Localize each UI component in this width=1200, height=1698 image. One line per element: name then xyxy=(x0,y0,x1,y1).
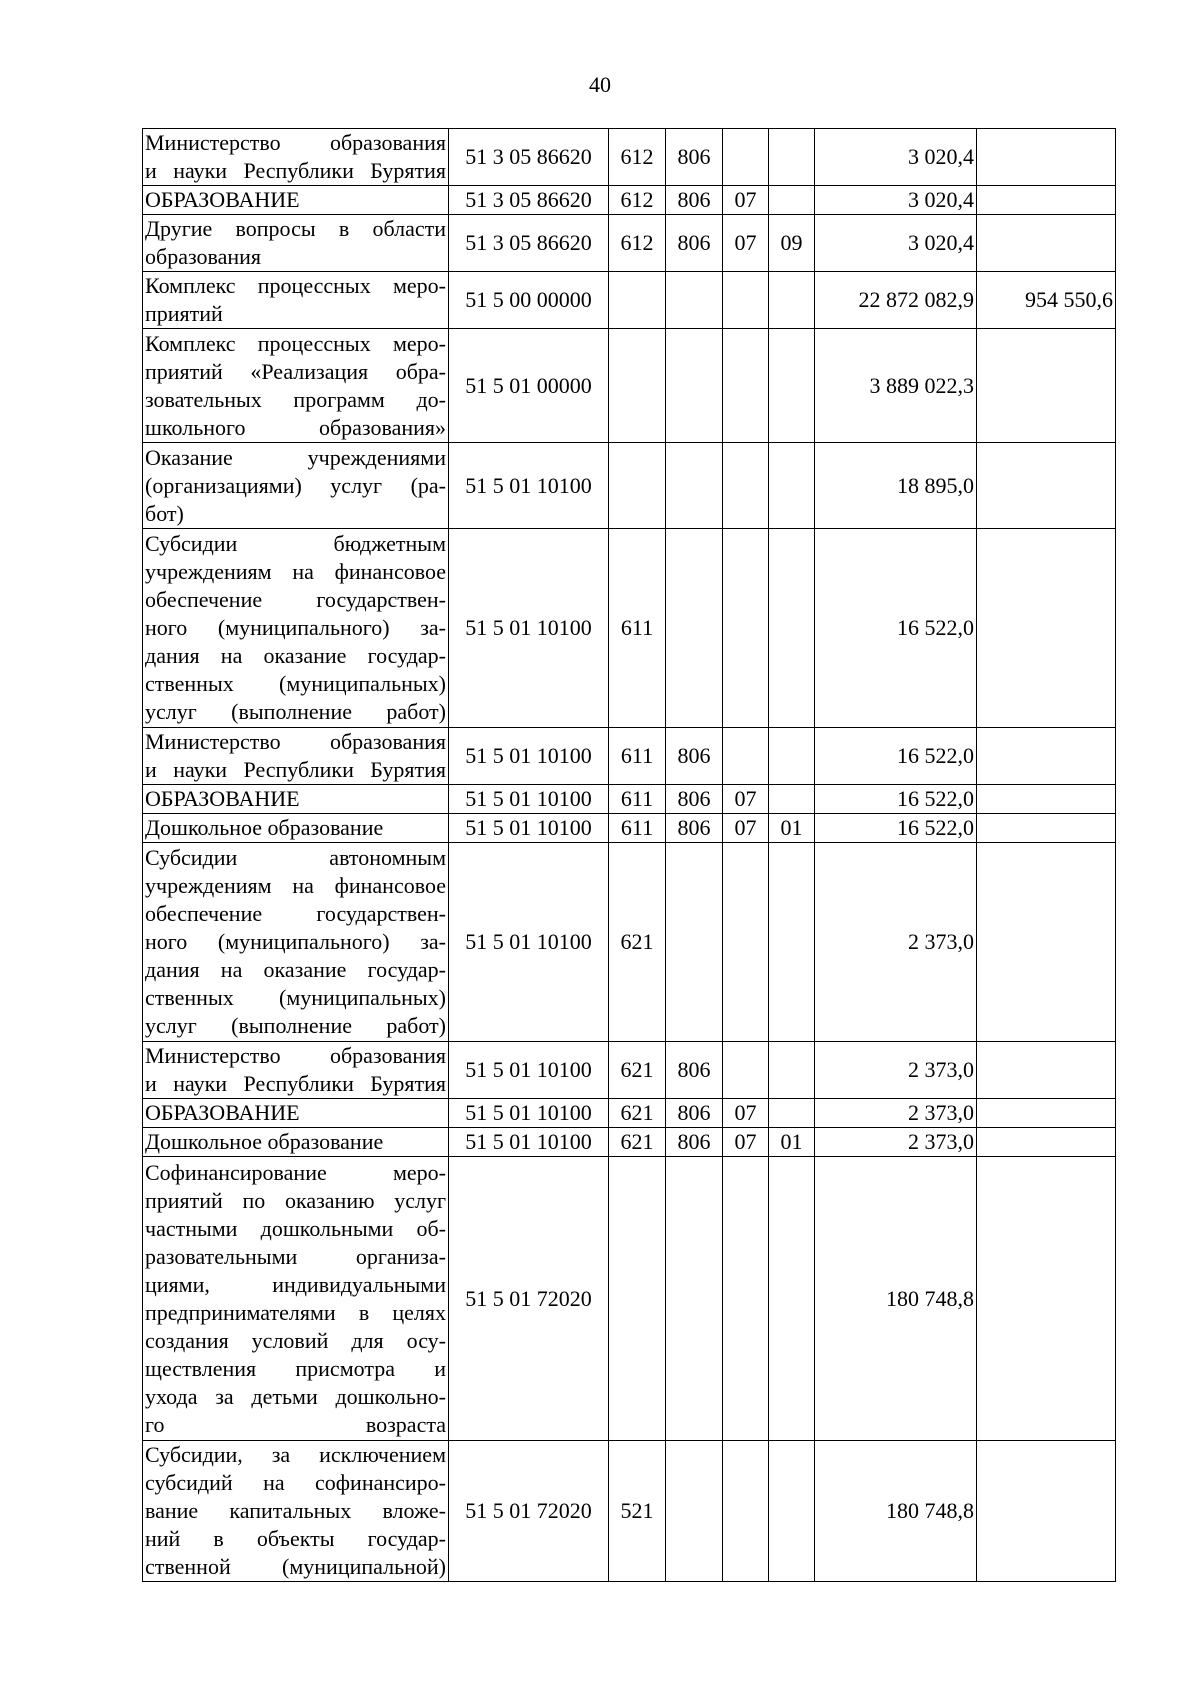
item-name-line: Субсидии, за исключением xyxy=(145,1442,446,1467)
target-article-code-cell: 51 5 01 00000 xyxy=(449,329,609,443)
table-row xyxy=(143,1042,1116,1099)
section-cell xyxy=(723,1042,769,1099)
amount-cell: 16 522,0 xyxy=(815,728,977,785)
item-name-line: ний в объекты государ- xyxy=(145,1526,446,1551)
section-cell xyxy=(723,529,769,728)
expense-type-cell: 621 xyxy=(609,1099,666,1128)
item-name-cell xyxy=(143,1128,449,1157)
item-name-line: образования xyxy=(145,244,262,269)
item-name-line: ОБРАЗОВАНИЕ xyxy=(145,187,300,212)
ministry-code-cell xyxy=(666,443,723,529)
target-article-code-cell: 51 5 01 72020 xyxy=(449,1157,609,1441)
section-cell: 07 xyxy=(723,785,769,814)
item-name-cell xyxy=(143,814,449,843)
item-name-line: Дошкольное образование xyxy=(145,815,384,840)
subsection-cell: 01 xyxy=(769,1128,815,1157)
item-name-line: ОБРАЗОВАНИЕ xyxy=(145,786,300,811)
item-name-line: услуг (выполнение работ) xyxy=(145,1013,446,1038)
section-cell xyxy=(723,1157,769,1441)
item-name-cell xyxy=(143,785,449,814)
item-name-cell xyxy=(143,1157,449,1441)
amount-cell: 3 889 022,3 xyxy=(815,329,977,443)
target-article-code-cell: 51 3 05 86620 xyxy=(449,186,609,215)
section-cell xyxy=(723,728,769,785)
subsection-cell xyxy=(769,443,815,529)
amount-secondary-cell xyxy=(977,529,1116,728)
item-name-line: создания условий для осу- xyxy=(145,1327,446,1353)
item-name-line: частными дошкольными об- xyxy=(145,1215,446,1241)
section-cell xyxy=(723,129,769,186)
item-name-line: Министерство образования xyxy=(145,1043,446,1068)
item-name-cell xyxy=(143,1441,449,1582)
amount-secondary-cell xyxy=(977,215,1116,272)
item-name-line: учреждениям на финансовое xyxy=(145,873,446,898)
item-name-cell xyxy=(143,843,449,1042)
amount-cell: 18 895,0 xyxy=(815,443,977,529)
target-article-code-cell: 51 5 01 10100 xyxy=(449,785,609,814)
expense-type-cell xyxy=(609,1157,666,1441)
item-name-cell xyxy=(143,329,449,443)
item-name-line: предпринимателями в целях xyxy=(145,1299,446,1325)
item-name-line: ственной (муниципальной) xyxy=(145,1554,446,1579)
item-name-cell xyxy=(143,1099,449,1128)
ministry-code-cell xyxy=(666,329,723,443)
item-name-line: Субсидии автономным xyxy=(145,845,446,870)
expense-type-cell: 612 xyxy=(609,186,666,215)
subsection-cell xyxy=(769,272,815,329)
item-name-line: и науки Республики Бурятия xyxy=(145,1071,446,1096)
section-cell xyxy=(723,1441,769,1582)
table-row xyxy=(143,785,1116,814)
expense-type-cell: 611 xyxy=(609,529,666,728)
amount-secondary-cell xyxy=(977,1099,1116,1128)
amount-secondary-cell xyxy=(977,1441,1116,1582)
table-row xyxy=(143,129,1116,186)
section-cell xyxy=(723,443,769,529)
item-name-line: Софинансирование меро- xyxy=(145,1159,446,1185)
target-article-code-cell: 51 3 05 86620 xyxy=(449,215,609,272)
amount-secondary-cell xyxy=(977,814,1116,843)
table-row xyxy=(143,215,1116,272)
amount-cell: 2 373,0 xyxy=(815,1099,977,1128)
target-article-code-cell: 51 5 01 10100 xyxy=(449,814,609,843)
item-name-line: циями, индивидуальными xyxy=(145,1271,446,1297)
ministry-code-cell: 806 xyxy=(666,814,723,843)
item-name-cell xyxy=(143,529,449,728)
subsection-cell: 01 xyxy=(769,814,815,843)
item-name-line: Комплекс процессных меро- xyxy=(145,330,446,356)
amount-secondary-cell xyxy=(977,1157,1116,1441)
amount-secondary-cell xyxy=(977,1128,1116,1157)
ministry-code-cell: 806 xyxy=(666,785,723,814)
target-article-code-cell: 51 5 01 10100 xyxy=(449,728,609,785)
subsection-cell xyxy=(769,1099,815,1128)
expense-type-cell: 621 xyxy=(609,843,666,1042)
table-row xyxy=(143,1157,1116,1441)
subsection-cell xyxy=(769,329,815,443)
amount-secondary-cell xyxy=(977,1042,1116,1099)
item-name-line: дания на оказание государ- xyxy=(145,643,446,668)
item-name-line: услуг (выполнение работ) xyxy=(145,699,446,724)
budget-table xyxy=(142,128,1116,1582)
target-article-code-cell: 51 5 01 10100 xyxy=(449,1042,609,1099)
table-row xyxy=(143,1441,1116,1582)
item-name-line: ственных (муниципальных) xyxy=(145,671,446,696)
expense-type-cell xyxy=(609,443,666,529)
target-article-code-cell: 51 5 01 10100 xyxy=(449,1099,609,1128)
expense-type-cell: 611 xyxy=(609,728,666,785)
amount-cell: 3 020,4 xyxy=(815,215,977,272)
section-cell: 07 xyxy=(723,814,769,843)
target-article-code-cell: 51 5 01 10100 xyxy=(449,843,609,1042)
ministry-code-cell: 806 xyxy=(666,129,723,186)
table-body xyxy=(143,129,1116,1582)
subsection-cell xyxy=(769,843,815,1042)
target-article-code-cell: 51 5 00 00000 xyxy=(449,272,609,329)
ministry-code-cell xyxy=(666,272,723,329)
expense-type-cell: 611 xyxy=(609,814,666,843)
item-name-line: Комплекс процессных меро- xyxy=(145,273,446,298)
item-name-cell xyxy=(143,186,449,215)
item-name-line: школьного образования» xyxy=(145,414,446,440)
item-name-line: Оказание учреждениями xyxy=(145,444,446,470)
expense-type-cell xyxy=(609,272,666,329)
subsection-cell xyxy=(769,728,815,785)
subsection-cell xyxy=(769,129,815,186)
item-name-line: приятий по оказанию услуг xyxy=(145,1187,446,1213)
item-name-line: приятий «Реализация обра- xyxy=(145,358,446,384)
amount-cell: 16 522,0 xyxy=(815,529,977,728)
item-name-line: ного (муниципального) за- xyxy=(145,615,446,640)
amount-cell: 180 748,8 xyxy=(815,1157,977,1441)
section-cell: 07 xyxy=(723,215,769,272)
item-name-cell xyxy=(143,1042,449,1099)
subsection-cell xyxy=(769,1157,815,1441)
item-name-line: вание капитальных вложе- xyxy=(145,1498,446,1523)
ministry-code-cell xyxy=(666,1441,723,1582)
section-cell: 07 xyxy=(723,1128,769,1157)
table-row xyxy=(143,443,1116,529)
ministry-code-cell xyxy=(666,1157,723,1441)
item-name-line: ственных (муниципальных) xyxy=(145,985,446,1010)
expense-type-cell: 621 xyxy=(609,1042,666,1099)
amount-secondary-cell xyxy=(977,129,1116,186)
expense-type-cell: 612 xyxy=(609,215,666,272)
target-article-code-cell: 51 5 01 10100 xyxy=(449,443,609,529)
item-name-line: приятий xyxy=(145,301,223,326)
amount-secondary-cell xyxy=(977,186,1116,215)
item-name-line: и науки Республики Бурятия xyxy=(145,757,446,782)
section-cell xyxy=(723,272,769,329)
section-cell: 07 xyxy=(723,1099,769,1128)
ministry-code-cell: 806 xyxy=(666,1042,723,1099)
item-name-line: Министерство образования xyxy=(145,130,446,155)
item-name-line: ного (муниципального) за- xyxy=(145,929,446,954)
item-name-line: дания на оказание государ- xyxy=(145,957,446,982)
item-name-line: Другие вопросы в области xyxy=(145,216,446,241)
expense-type-cell: 612 xyxy=(609,129,666,186)
item-name-line: бот) xyxy=(145,500,184,526)
target-article-code-cell: 51 5 01 10100 xyxy=(449,529,609,728)
amount-cell: 3 020,4 xyxy=(815,186,977,215)
table-row xyxy=(143,1128,1116,1157)
target-article-code-cell: 51 5 01 10100 xyxy=(449,1128,609,1157)
ministry-code-cell xyxy=(666,529,723,728)
item-name-line: ществления присмотра и xyxy=(145,1355,446,1381)
item-name-line: учреждениям на финансовое xyxy=(145,559,446,584)
item-name-line: ОБРАЗОВАНИЕ xyxy=(145,1100,300,1125)
subsection-cell xyxy=(769,785,815,814)
item-name-line: Субсидии бюджетным xyxy=(145,531,446,556)
item-name-cell xyxy=(143,129,449,186)
section-cell xyxy=(723,843,769,1042)
item-name-line: обеспечение государствен- xyxy=(145,587,446,612)
subsection-cell xyxy=(769,1042,815,1099)
amount-cell: 180 748,8 xyxy=(815,1441,977,1582)
amount-secondary-cell: 954 550,6 xyxy=(977,272,1116,329)
item-name-line: разовательными организа- xyxy=(145,1243,446,1269)
section-cell xyxy=(723,329,769,443)
table-row xyxy=(143,728,1116,785)
amount-cell: 2 373,0 xyxy=(815,843,977,1042)
table-row xyxy=(143,329,1116,443)
subsection-cell xyxy=(769,1441,815,1582)
item-name-cell xyxy=(143,443,449,529)
amount-cell: 2 373,0 xyxy=(815,1128,977,1157)
ministry-code-cell: 806 xyxy=(666,186,723,215)
table-row xyxy=(143,272,1116,329)
item-name-line: субсидий на софинансиро- xyxy=(145,1470,446,1495)
item-name-line: го возраста xyxy=(145,1411,446,1437)
amount-secondary-cell xyxy=(977,329,1116,443)
ministry-code-cell xyxy=(666,843,723,1042)
item-name-cell xyxy=(143,215,449,272)
item-name-line: зовательных программ до- xyxy=(145,386,446,412)
table-row xyxy=(143,529,1116,728)
item-name-cell xyxy=(143,728,449,785)
table-row xyxy=(143,1099,1116,1128)
ministry-code-cell: 806 xyxy=(666,1099,723,1128)
amount-secondary-cell xyxy=(977,785,1116,814)
amount-cell: 3 020,4 xyxy=(815,129,977,186)
item-name-line: (организациями) услуг (ра- xyxy=(145,472,446,498)
subsection-cell xyxy=(769,186,815,215)
ministry-code-cell: 806 xyxy=(666,1128,723,1157)
amount-secondary-cell xyxy=(977,443,1116,529)
item-name-line: Дошкольное образование xyxy=(145,1129,384,1154)
amount-secondary-cell xyxy=(977,843,1116,1042)
amount-cell: 16 522,0 xyxy=(815,814,977,843)
item-name-cell xyxy=(143,272,449,329)
subsection-cell xyxy=(769,529,815,728)
expense-type-cell: 611 xyxy=(609,785,666,814)
table-row xyxy=(143,843,1116,1042)
section-cell: 07 xyxy=(723,186,769,215)
item-name-line: Министерство образования xyxy=(145,729,446,754)
target-article-code-cell: 51 5 01 72020 xyxy=(449,1441,609,1582)
amount-cell: 2 373,0 xyxy=(815,1042,977,1099)
table-row xyxy=(143,814,1116,843)
amount-secondary-cell xyxy=(977,728,1116,785)
table-row xyxy=(143,186,1116,215)
item-name-line: и науки Республики Бурятия xyxy=(145,158,446,183)
page-number: 40 xyxy=(589,72,611,97)
amount-cell: 16 522,0 xyxy=(815,785,977,814)
amount-cell: 22 872 082,9 xyxy=(815,272,977,329)
expense-type-cell: 521 xyxy=(609,1441,666,1582)
item-name-line: обеспечение государствен- xyxy=(145,901,446,926)
ministry-code-cell: 806 xyxy=(666,215,723,272)
ministry-code-cell: 806 xyxy=(666,728,723,785)
item-name-line: ухода за детьми дошкольно- xyxy=(145,1383,446,1409)
target-article-code-cell: 51 3 05 86620 xyxy=(449,129,609,186)
subsection-cell: 09 xyxy=(769,215,815,272)
expense-type-cell xyxy=(609,329,666,443)
expense-type-cell: 621 xyxy=(609,1128,666,1157)
